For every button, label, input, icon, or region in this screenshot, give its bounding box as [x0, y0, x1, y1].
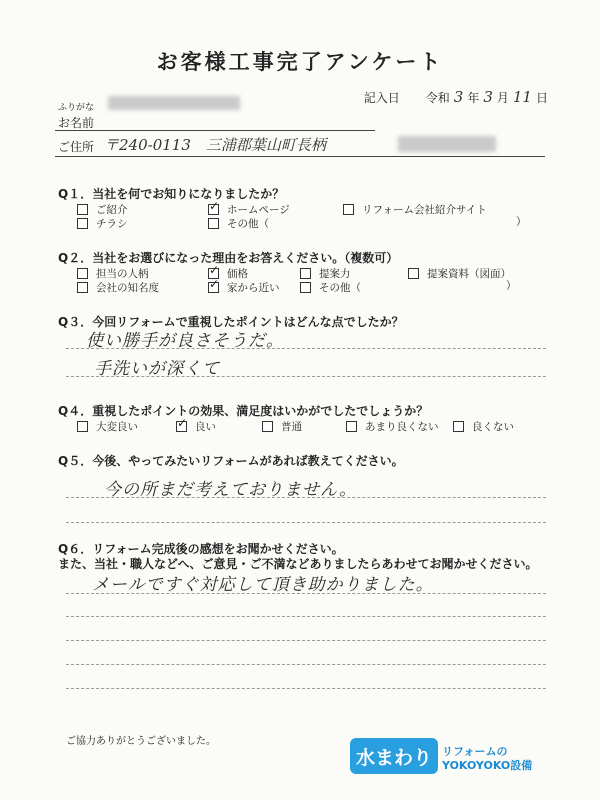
q6-question-2: また、当社・職人などへ、ご意見・ご不満などありましたらあわせてお聞かせください。 — [58, 557, 538, 571]
q4-option-label: 大変良い — [96, 421, 138, 433]
q4-option-1[interactable] — [77, 419, 138, 434]
form-title: お客様工事完了アンケート — [156, 50, 444, 74]
date-day-unit: 日 — [535, 91, 548, 105]
q4-option-2[interactable] — [176, 419, 216, 434]
q2-option-label: 提案力 — [319, 268, 351, 280]
q2-option-label: 提案資料（図面） — [427, 268, 511, 280]
q2-option-1[interactable] — [77, 266, 149, 281]
q4-option-label: 良くない — [472, 421, 514, 433]
logo-subtitle-2: YOKOYOKO設備 — [442, 759, 533, 772]
q4-option-label: 良い — [195, 421, 216, 433]
date-era: 令和 — [425, 91, 450, 105]
q1-option-5[interactable] — [208, 216, 269, 231]
date-year-unit: 年 — [467, 91, 480, 105]
q6-answer-1: メールですぐ対応して頂き助かりました。 — [92, 575, 434, 595]
q6-line-4 — [66, 664, 546, 665]
date-day: 11 — [512, 88, 532, 106]
q1-option-3[interactable] — [343, 202, 487, 217]
q1-option-2[interactable] — [208, 202, 290, 217]
q1-option-label: その他（ — [227, 218, 269, 230]
q3-answer-1: 使い勝手が良さそうだ。 — [86, 331, 284, 351]
q1-checkbox-5[interactable] — [208, 218, 219, 229]
q2-checkbox-4[interactable] — [408, 268, 419, 279]
redacted-address — [398, 136, 496, 152]
furigana-label: ふりがな — [58, 103, 95, 113]
q5-question: Q５．今後、やってみたいリフォームがあれば教えてください。 — [58, 454, 404, 468]
q3-line-2 — [66, 376, 546, 377]
q1-option-label: リフォーム会社紹介サイト — [362, 204, 487, 216]
q2-checkbox-1[interactable] — [77, 268, 88, 279]
q2-option-label: その他（ — [319, 282, 361, 294]
name-underline — [55, 130, 375, 131]
q2-option-label: 家から近い — [227, 282, 280, 294]
q1-checkbox-3[interactable] — [343, 204, 354, 215]
q2-option-label: 会社の知名度 — [96, 282, 159, 294]
q6-line-5 — [66, 688, 546, 689]
q2-option-7[interactable] — [300, 280, 361, 295]
q4-checkbox-5[interactable] — [453, 421, 464, 432]
date-row — [364, 88, 548, 106]
q3-answer-2: 手洗いが深くて — [94, 359, 220, 379]
q1-option-label: ホームページ — [227, 204, 290, 216]
q2-option-4[interactable] — [408, 266, 511, 281]
name-label: お名前 — [58, 116, 95, 130]
q2-option-label: 担当の人柄 — [96, 268, 149, 280]
q1-checkbox-2[interactable] — [208, 204, 219, 215]
q4-option-label: 普通 — [281, 421, 302, 433]
q1-question: Q１．当社を何でお知りになりましたか？ — [58, 187, 285, 201]
q6-line-2 — [66, 616, 546, 617]
address-value: 〒240-0113 三浦郡葉山町長柄 — [104, 136, 326, 154]
q4-option-5[interactable] — [453, 419, 514, 434]
q1-close-paren: ） — [516, 216, 527, 228]
q2-checkbox-7[interactable] — [300, 282, 311, 293]
q1-option-label: ご紹介 — [96, 204, 128, 216]
logo-subtitle-1: リフォームの — [442, 745, 508, 758]
q6-question: Q６．リフォーム完成後の感想をお聞かせください。 — [58, 542, 344, 556]
q1-option-1[interactable] — [77, 202, 128, 217]
q4-option-label: あまり良くない — [365, 421, 439, 433]
q4-option-3[interactable] — [262, 419, 302, 434]
q4-checkbox-2[interactable] — [176, 421, 187, 432]
q4-checkbox-4[interactable] — [346, 421, 357, 432]
q2-checkbox-3[interactable] — [300, 268, 311, 279]
date-month-unit: 月 — [496, 91, 509, 105]
q5-answer-1: 今の所まだ考えておりません。 — [104, 480, 358, 500]
q2-option-6[interactable] — [208, 280, 280, 295]
q2-option-5[interactable] — [77, 280, 159, 295]
q3-line-1 — [66, 348, 546, 349]
company-logo: 水まわり — [350, 738, 438, 774]
address-underline — [55, 156, 545, 157]
q2-checkbox-6[interactable] — [208, 282, 219, 293]
q6-line-1 — [66, 593, 546, 594]
q2-checkbox-5[interactable] — [77, 282, 88, 293]
redacted-furigana — [108, 96, 240, 110]
q1-checkbox-1[interactable] — [77, 204, 88, 215]
date-month: 3 — [483, 88, 493, 106]
q5-line-2 — [66, 522, 546, 523]
q2-question: Q２．当社をお選びになった理由をお答えください。（複数可） — [58, 251, 399, 265]
address-label: ご住所 — [58, 140, 95, 154]
q1-checkbox-4[interactable] — [77, 218, 88, 229]
q2-option-3[interactable] — [300, 266, 351, 281]
q3-question: Q３．今回リフォームで重視したポイントはどんな点でしたか？ — [58, 315, 404, 329]
date-year: 3 — [453, 88, 464, 106]
q1-option-4[interactable] — [77, 216, 128, 231]
q2-option-label: 価格 — [227, 268, 248, 280]
q4-option-4[interactable] — [346, 419, 439, 434]
q2-close-paren: ） — [506, 280, 517, 292]
thanks-text: ご協力ありがとうございました。 — [66, 736, 216, 747]
q4-checkbox-1[interactable] — [77, 421, 88, 432]
q4-question: Q４．重視したポイントの効果、満足度はいかがでしたでしょうか？ — [58, 404, 429, 418]
q6-line-3 — [66, 640, 546, 641]
date-label: 記入日 — [363, 91, 400, 105]
q1-option-label: チラシ — [96, 218, 128, 230]
q4-checkbox-3[interactable] — [262, 421, 273, 432]
company-logo-text — [442, 745, 532, 773]
q5-line-1 — [66, 497, 546, 498]
